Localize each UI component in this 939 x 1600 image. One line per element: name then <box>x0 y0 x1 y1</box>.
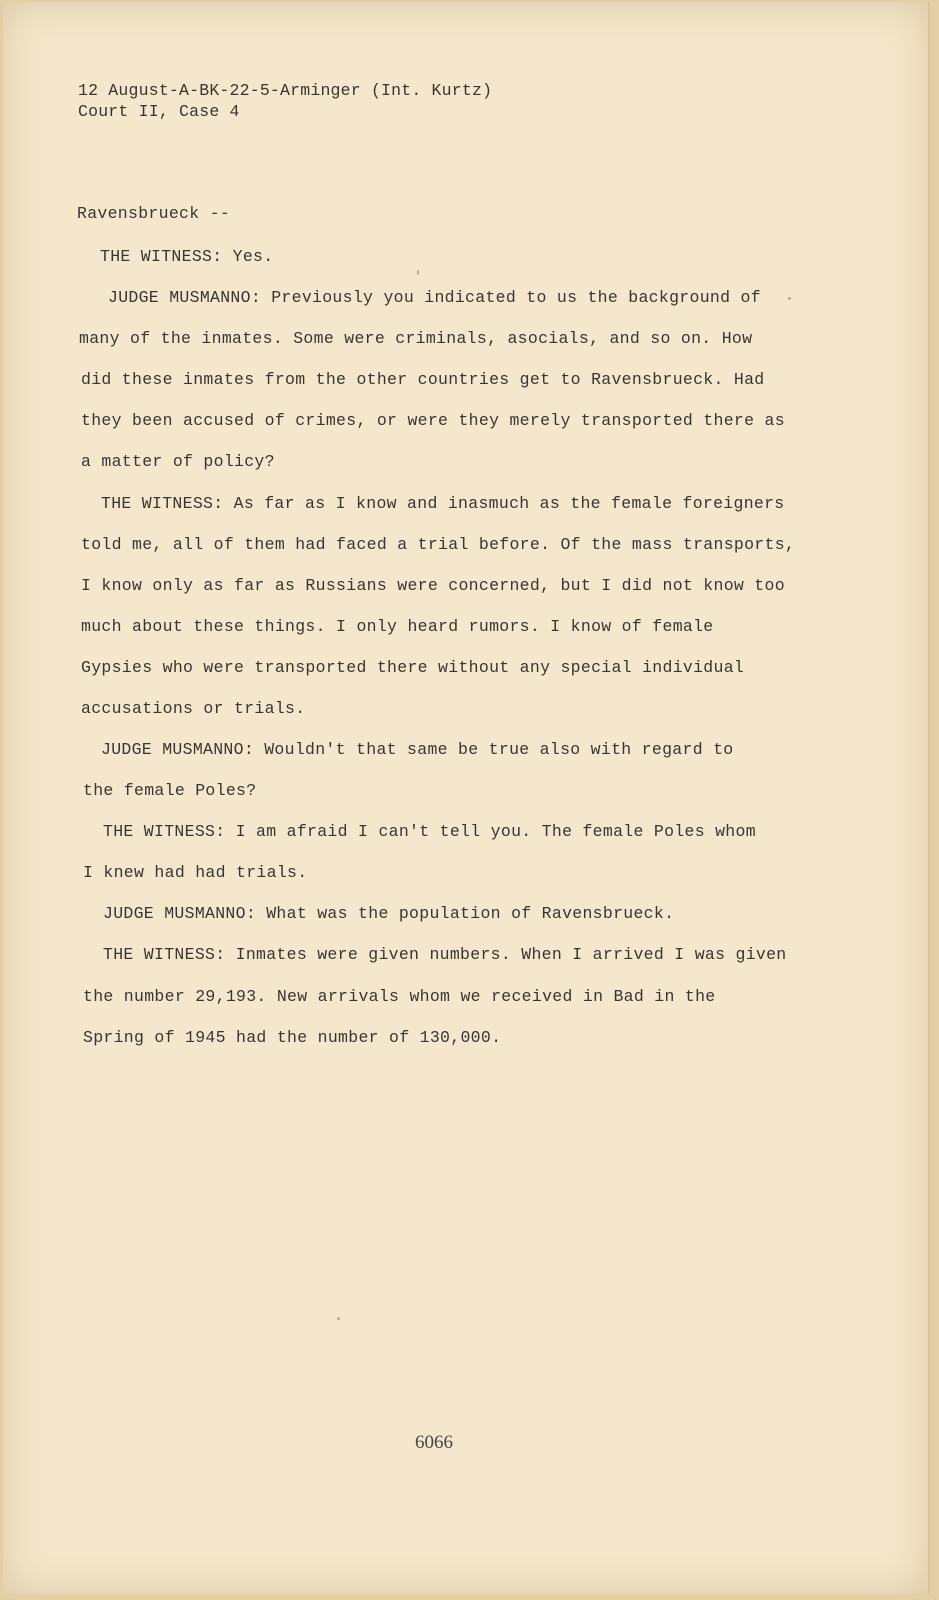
transcript-line: I know only as far as Russians were concerned, but I did not know too <box>81 576 785 595</box>
header-case-reference: 12 August-A-BK-22-5-Arminger (Int. Kurtz) <box>78 81 493 100</box>
transcript-line: accusations or trials. <box>81 699 306 718</box>
transcript-line: THE WITNESS: I am afraid I can't tell you. The female Poles whom <box>103 822 756 841</box>
transcript-line: Gypsies who were transported there without any special individual <box>81 658 745 677</box>
paper-speck <box>337 1317 340 1320</box>
paper-speck <box>788 297 791 300</box>
transcript-line: many of the inmates. Some were criminals, asocials, and so on. How <box>79 329 753 348</box>
transcript-line: a matter of policy? <box>81 452 275 471</box>
transcript-line: did these inmates from the other countries get to Ravensbrueck. Had <box>81 370 765 389</box>
header-court-case: Court II, Case 4 <box>78 102 240 121</box>
page-number: 6066 <box>415 1432 453 1453</box>
transcript-line: told me, all of them had faced a trial before. Of the mass transports, <box>81 535 796 554</box>
transcript-line: THE WITNESS: Yes. <box>100 247 274 266</box>
transcript-line: THE WITNESS: Inmates were given numbers. When I arrived I was given <box>103 945 787 964</box>
transcript-line: the number 29,193. New arrivals whom we received in Bad in the <box>83 987 716 1006</box>
transcript-line: much about these things. I only heard rumors. I know of female <box>81 617 714 636</box>
transcript-line: THE WITNESS: As far as I know and inasmuch as the female foreigners <box>101 494 785 513</box>
transcript-line: JUDGE MUSMANNO: Previously you indicated to us the background of <box>108 288 761 307</box>
document-page <box>3 2 930 1594</box>
transcript-line: Spring of 1945 had the number of 130,000. <box>83 1028 502 1047</box>
transcript-line: I knew had had trials. <box>83 863 308 882</box>
transcript-line: Ravensbrueck -- <box>77 204 231 223</box>
transcript-line: they been accused of crimes, or were they merely transported there as <box>81 411 785 430</box>
paper-speck <box>417 270 419 275</box>
transcript-line: JUDGE MUSMANNO: Wouldn't that same be true also with regard to <box>101 740 734 759</box>
transcript-body <box>3 2 928 1594</box>
transcript-line: the female Poles? <box>83 781 257 800</box>
transcript-line: JUDGE MUSMANNO: What was the population of Ravensbrueck. <box>103 904 675 923</box>
